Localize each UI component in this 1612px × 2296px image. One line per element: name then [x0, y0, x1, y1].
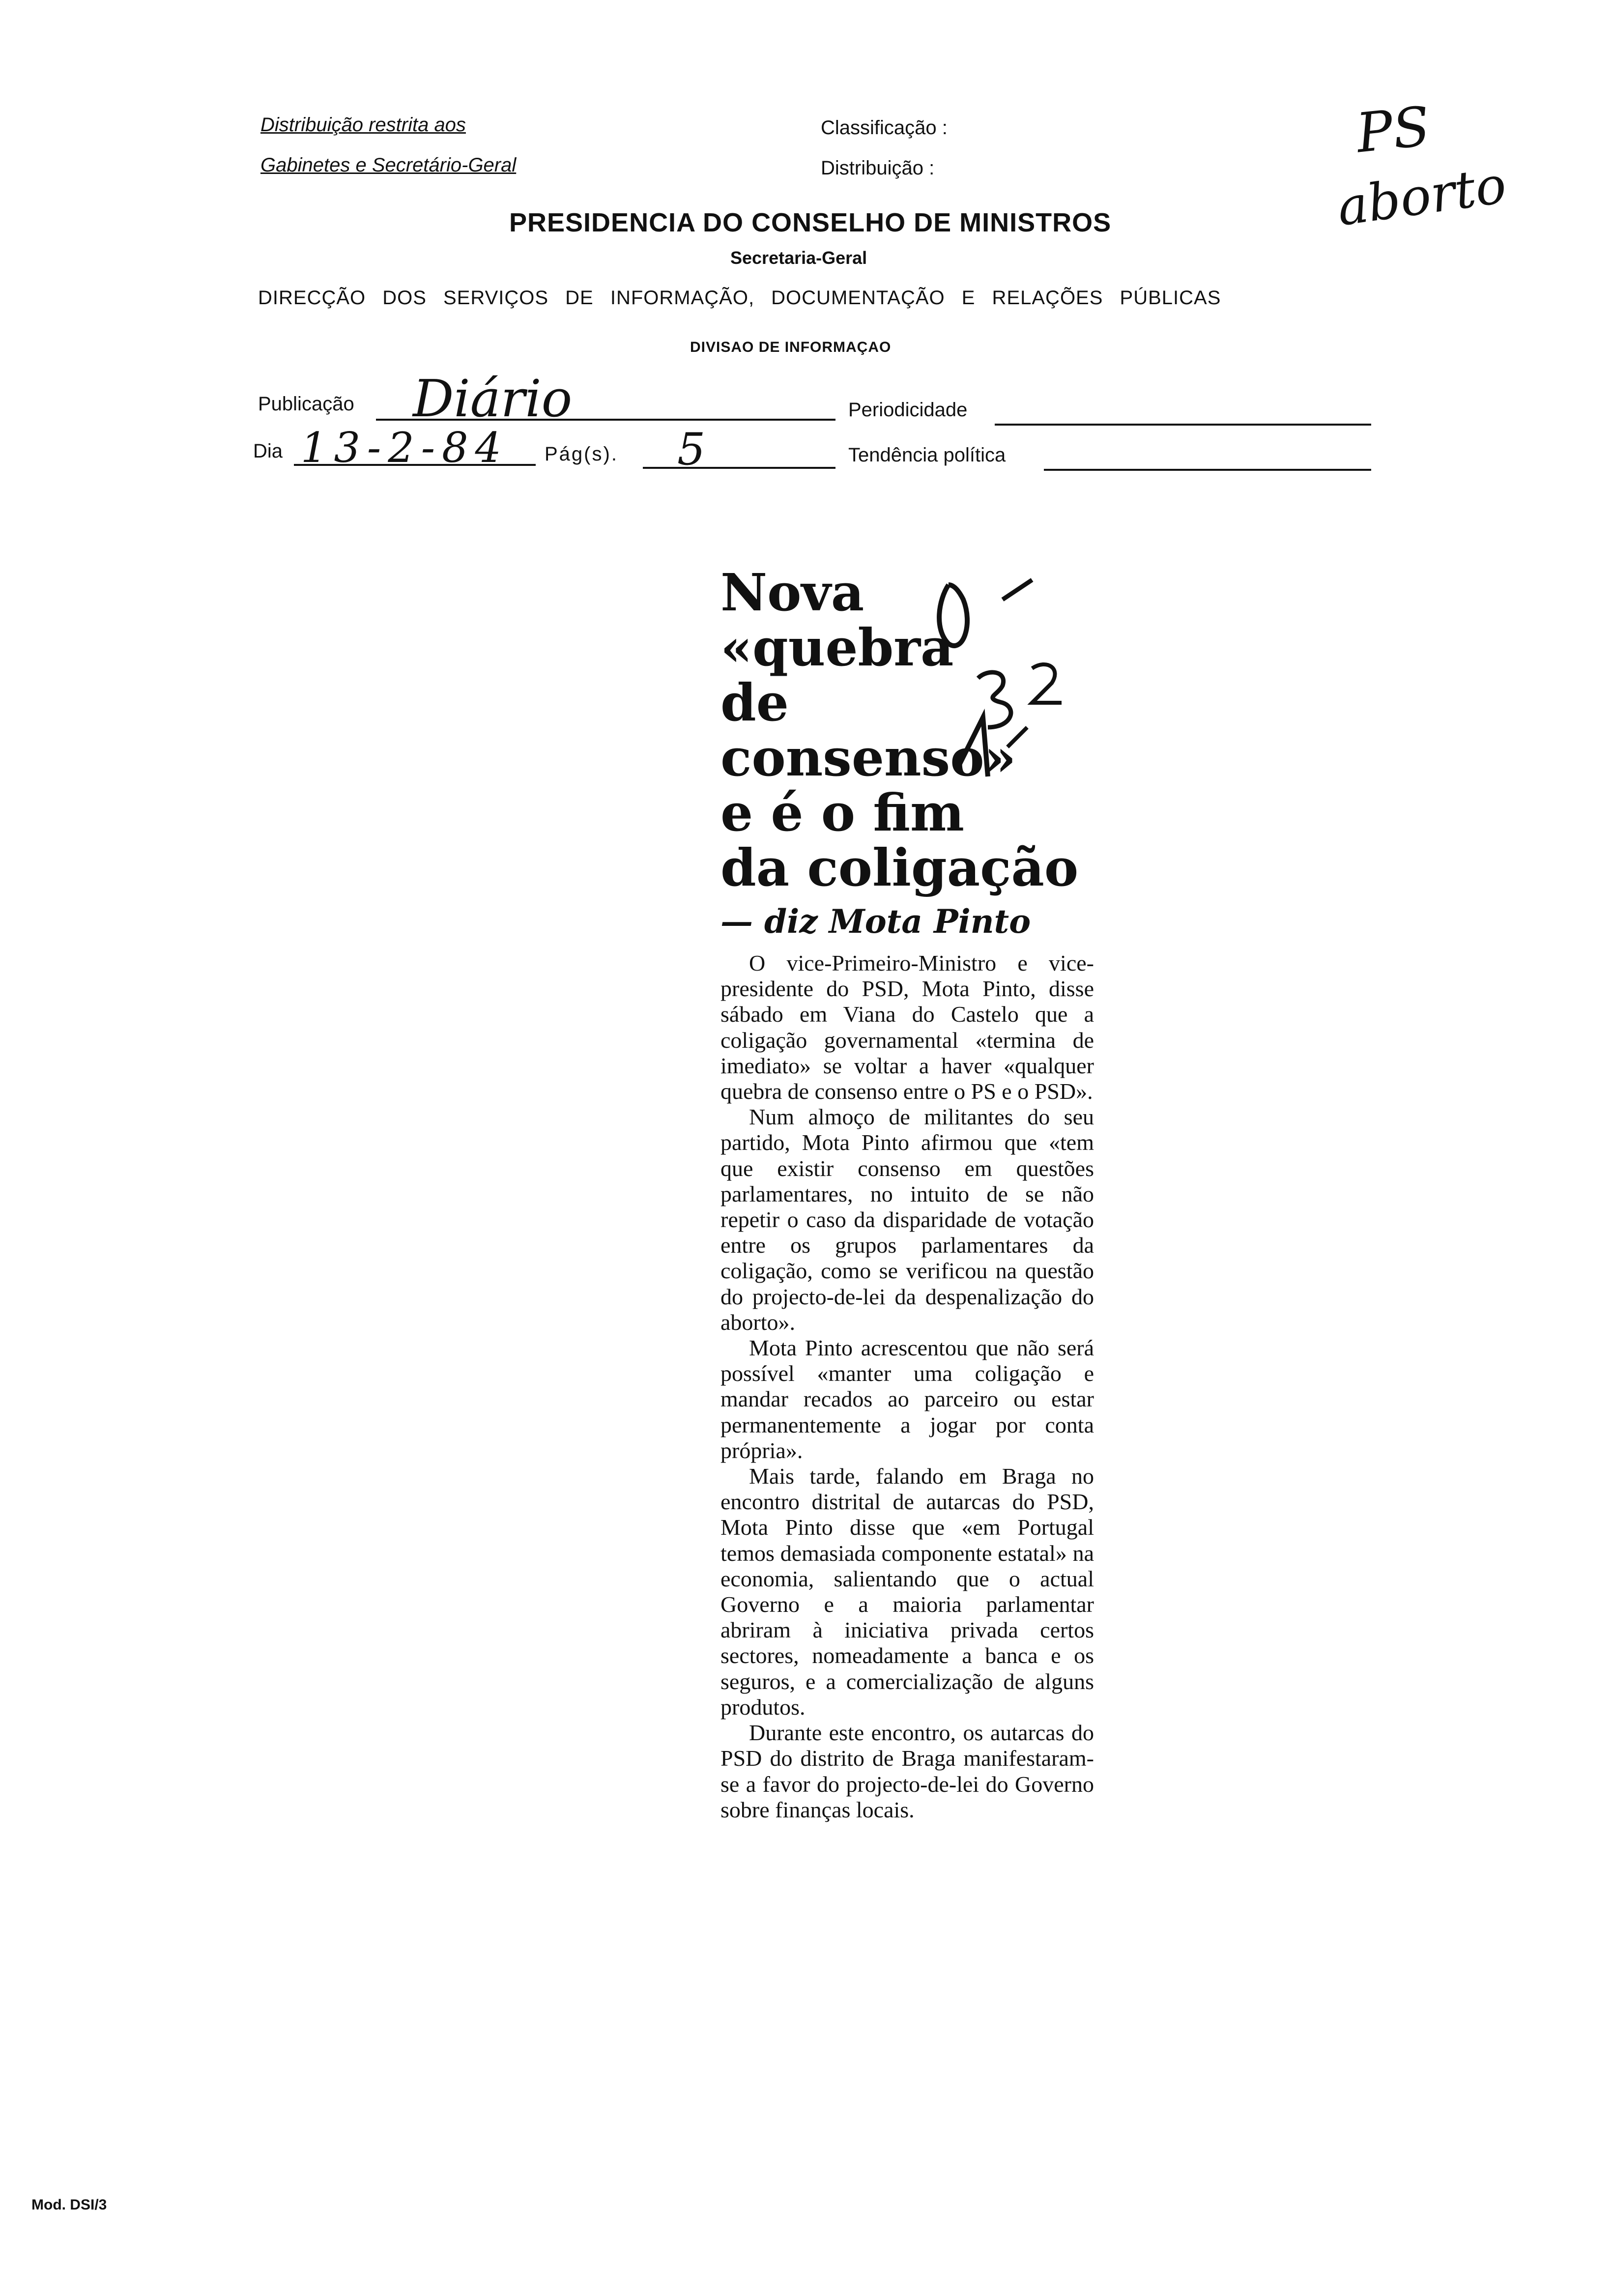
pags-line: [643, 467, 835, 469]
article-paragraph: O vice-Primeiro-Ministro e vice-presidente do PSD, Mota Pinto, disse sábado em Viana do Castelo que a coligação governamental «termina de imediato» se voltar a haver «qualquer quebra de consenso entre o PS e o PSD».: [720, 950, 1094, 1104]
headline-line: «quebra: [720, 617, 954, 678]
headline-line: da coligação: [720, 837, 1079, 898]
article-body: [720, 950, 1094, 1823]
article-paragraph: Mota Pinto acrescentou que não será possível «manter uma coligação e mandar recados ao parceiro ou estar permanentemente a jogar por conta própria».: [720, 1335, 1094, 1463]
handwritten-note-ps: PS: [1353, 94, 1433, 165]
dia-value: 13-2-84: [301, 424, 508, 472]
model-code: Mod. DSI/3: [31, 2197, 107, 2213]
publicacao-label: Publicação: [258, 393, 354, 415]
pags-value: 5: [677, 424, 706, 475]
restriction-line-1: Distribuição restrita aos: [260, 114, 466, 136]
pags-label: Pág(s).: [545, 443, 618, 465]
periodicidade-line: [995, 424, 1371, 426]
newspaper-clipping: [720, 562, 1094, 2039]
article-paragraph: Mais tarde, falando em Braga no encontro distrital de autarcas do PSD, Mota Pinto disse que «em Portugal temos demasiada componente estatal» na economia, salientando que o actual Governo e a maioria parlamentar abriram à iniciativa privada certos sectores, nomeadamente a banca e os seguros, e a comercialização de alguns produtos.: [720, 1464, 1094, 1720]
page-title: PRESIDENCIA DO CONSELHO DE MINISTROS: [509, 208, 1112, 237]
tendencia-label: Tendência política: [848, 444, 1006, 466]
direccao-line: DIRECÇÃO DOS SERVIÇOS DE INFORMAÇÃO, DOCUMENTAÇÃO E RELAÇÕES PÚBLICAS: [258, 287, 1221, 309]
headline-line: Nova: [720, 562, 864, 623]
publicacao-value: Diário: [413, 369, 573, 429]
classificacao-label: Classificação :: [821, 117, 948, 139]
article-byline: — diz Mota Pinto: [720, 902, 1031, 941]
tendencia-line: [1044, 469, 1371, 471]
article-paragraph: Num almoço de militantes do seu partido, Mota Pinto afirmou que «tem que existir consenso em questões parlamentares, no intuito de se não repetir o caso da disparidade de votação entre os grupos parlamentares da coligação, como se verificou na questão do projecto-de-lei da despenalização do aborto».: [720, 1104, 1094, 1335]
headline-line: de consenso»: [720, 672, 1016, 788]
article-paragraph: Durante este encontro, os autarcas do PSD do distrito de Braga manifestaram-se a favor do projecto-de-lei do Governo sobre finanças locais.: [720, 1720, 1094, 1822]
headline-line: e é o fim: [720, 782, 964, 843]
page-subtitle: Secretaria-Geral: [730, 248, 867, 268]
periodicidade-label: Periodicidade: [848, 399, 968, 421]
handwritten-archive-mark: [929, 570, 1096, 786]
distribuicao-label: Distribuição :: [821, 157, 935, 179]
restriction-line-2: Gabinetes e Secretário-Geral: [260, 154, 517, 176]
dia-label: Dia: [253, 440, 283, 462]
divisao-line: DIVISAO DE INFORMAÇAO: [690, 339, 892, 355]
handwritten-note-aborto: aborto: [1333, 154, 1510, 238]
